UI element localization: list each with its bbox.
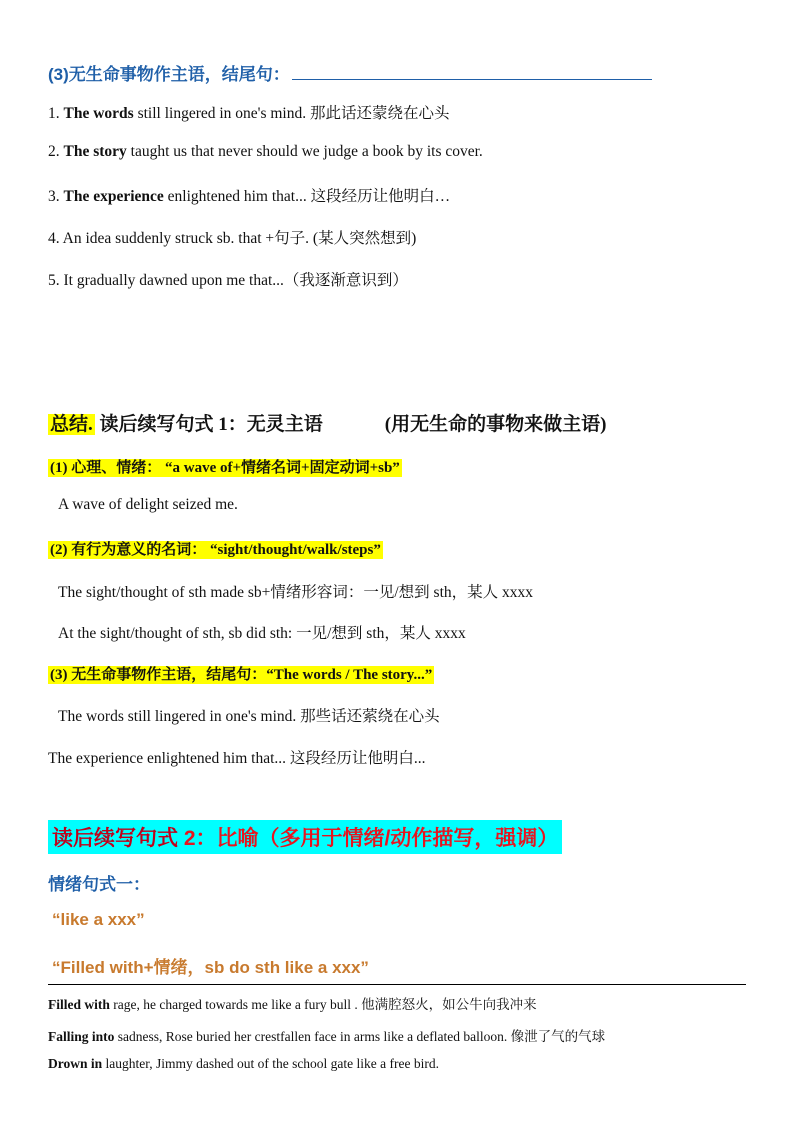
pattern-filled-with: “Filled with+情绪，sb do sth like a xxx”: [52, 958, 369, 977]
summary-sub2: (2) 有行为意义的名词： “sight/thought/walk/steps”: [50, 542, 381, 558]
summary-example: At the sight/thought of sth, sb did sth: 一见/想到 sth，某人 xxxx: [58, 625, 466, 642]
summary-paren: (用无生命的事物来做主语): [384, 414, 607, 435]
list-item: 3. The experience enlightened him that... 这段经历让他明白…: [48, 188, 451, 205]
list-item: 5. It gradually dawned upon me that...（我逐渐意识到）: [48, 272, 408, 289]
summary-title: 总结. 读后续写句式 1：无灵主语 (用无生命的事物来做主语): [50, 414, 607, 435]
example-row: Filled with rage, he charged towards me like a fury bull . 他满腔怒火，如公牛向我冲来: [48, 997, 537, 1012]
summary-example: A wave of delight seized me.: [58, 496, 238, 513]
section3-title: (3)无生命事物作主语，结尾句：: [48, 60, 652, 85]
summary-example: The sight/thought of sth made sb+情绪形容词：一见/想到 sth，某人 xxxx: [58, 584, 534, 601]
example-row: Falling into sadness, Rose buried her crestfallen face in arms like a deflated balloon. 像泄了气的气球: [48, 1029, 606, 1044]
summary-sub1: (1) 心理、情绪： “a wave of+情绪名词+固定动词+sb”: [50, 460, 400, 476]
section2-title: 读后续写句式 2：比喻（多用于情绪/动作描写，强调）: [48, 820, 562, 854]
summary-highlight: 总结.: [50, 414, 93, 435]
emotion-title: 情绪句式一：: [48, 875, 150, 894]
example-row: Drown in laughter, Jimmy dashed out of the school gate like a free bird.: [48, 1056, 440, 1071]
summary-sub3: (3) 无生命事物作主语，结尾句：“The words / The story...”: [50, 667, 433, 683]
summary-example: The experience enlightened him that... 这段经历让他明白...: [48, 750, 426, 767]
list-item: 4. An idea suddenly struck sb. that +句子. (某人突然想到): [48, 230, 417, 247]
divider: [48, 984, 746, 985]
list-item: 2. The story taught us that never should we judge a book by its cover.: [48, 143, 483, 160]
fill-in-blank: [292, 65, 652, 80]
pattern-like: “like a xxx”: [52, 910, 145, 929]
summary-example: The words still lingered in one's mind. 那些话还萦绕在心头: [58, 708, 440, 725]
list-item: 1. The words still lingered in one's mind. 那此话还蒙绕在心头: [48, 105, 450, 122]
